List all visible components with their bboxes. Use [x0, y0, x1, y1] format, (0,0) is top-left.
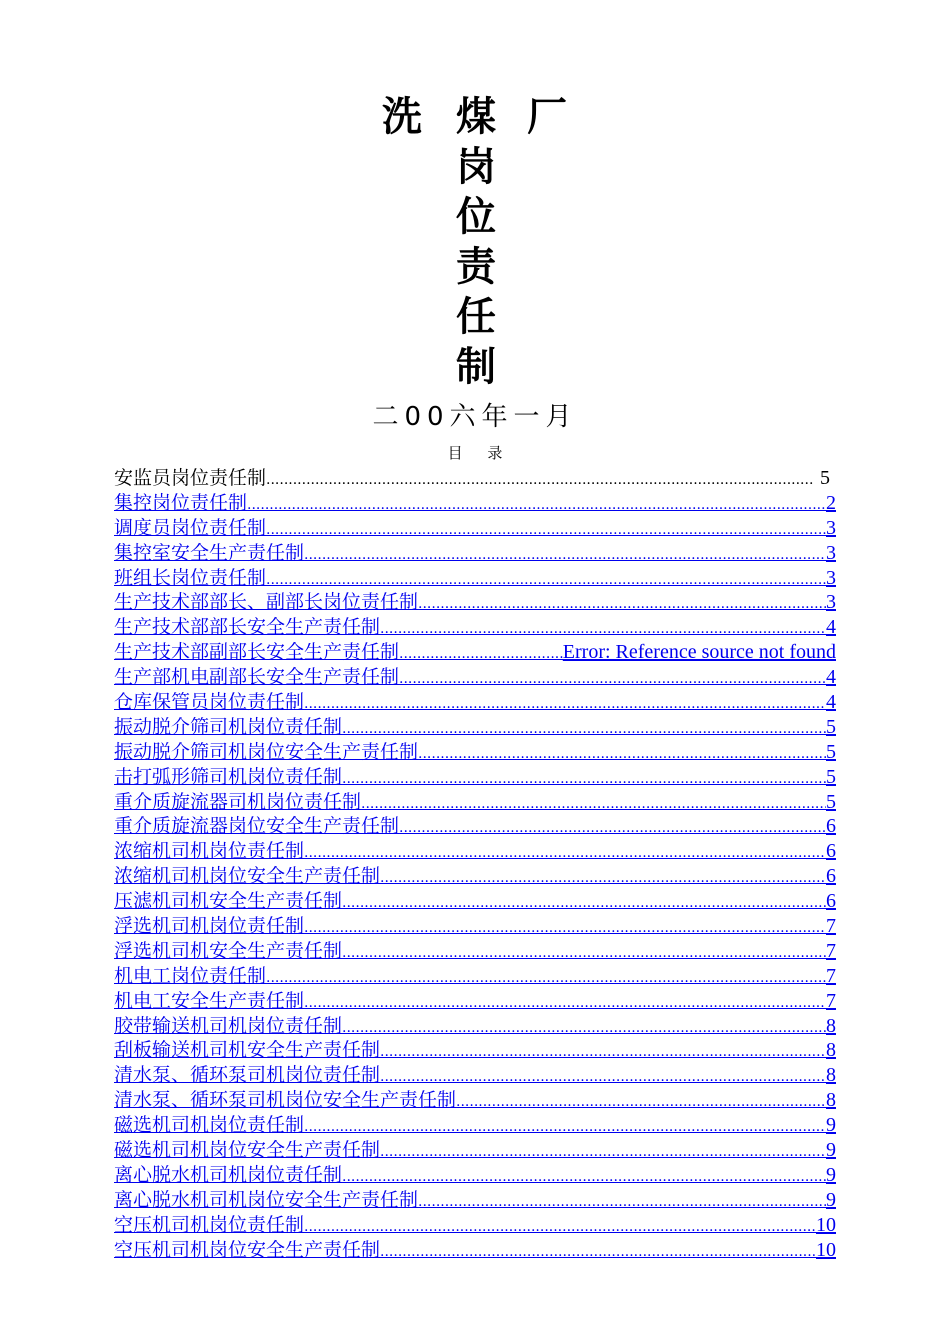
toc-entry[interactable]	[114, 615, 836, 640]
toc-entry-page: 10	[816, 1238, 836, 1261]
toc-entry-page: 8	[826, 1064, 836, 1087]
toc-entry-label: 生产技术部副部长安全生产责任制	[114, 641, 400, 664]
toc-leader-dots	[304, 1215, 816, 1238]
toc-entry[interactable]	[114, 765, 836, 790]
toc-entry[interactable]	[114, 1063, 836, 1088]
title-char: 岗	[456, 144, 496, 190]
toc-entry-label: 浓缩机司机岗位责任制	[114, 840, 305, 863]
toc-entry-label: 集控岗位责任制	[114, 491, 248, 514]
toc-entry[interactable]	[114, 790, 836, 815]
toc-entry-page: 5	[826, 715, 836, 738]
toc-entry-label: 离心脱水机司机岗位安全生产责任制	[114, 1188, 419, 1211]
toc-leader-dots	[399, 642, 563, 665]
toc-leader-dots	[266, 568, 826, 591]
toc-leader-dots	[418, 592, 826, 615]
toc-leader-dots	[247, 493, 826, 516]
toc-entry-label: 班组长岗位责任制	[114, 566, 267, 589]
toc-entry-page: 7	[826, 989, 836, 1012]
toc-leader-dots	[342, 1016, 826, 1039]
toc-entry-page: 7	[826, 939, 836, 962]
toc-entry	[114, 466, 836, 491]
toc-leader-dots	[342, 1165, 826, 1188]
toc-entry-page: 6	[826, 865, 836, 888]
toc-leader-dots	[304, 916, 826, 939]
toc-leader-dots	[456, 1090, 826, 1113]
toc-leader-dots	[418, 742, 826, 765]
toc-entry-page: 4	[826, 666, 836, 689]
toc-entry-label: 调度员岗位责任制	[114, 516, 267, 539]
toc-leader-dots	[304, 1115, 826, 1138]
toc-entry-label: 浮选机司机岗位责任制	[114, 915, 305, 938]
title-char: 任	[456, 294, 496, 340]
toc-entry[interactable]	[114, 1014, 836, 1039]
toc-entry[interactable]	[114, 1163, 836, 1188]
toc-leader-dots	[380, 866, 826, 889]
toc-entry-page: 6	[826, 840, 836, 863]
toc-entry-label: 磁选机司机岗位安全生产责任制	[114, 1139, 381, 1162]
toc-leader-dots	[266, 518, 826, 541]
toc-leader-dots	[266, 468, 814, 491]
toc-entry-label: 仓库保管员岗位责任制	[114, 691, 305, 714]
toc-entry-page: 9	[826, 1139, 836, 1162]
toc-entry-label: 机电工岗位责任制	[114, 964, 267, 987]
toc-entry-label: 集控室安全生产责任制	[114, 541, 305, 564]
toc-leader-dots	[380, 1140, 826, 1163]
toc-entry-label: 离心脱水机司机岗位责任制	[114, 1163, 343, 1186]
toc-entry-label: 振动脱介筛司机岗位责任制	[114, 715, 343, 738]
toc-entry[interactable]	[114, 889, 836, 914]
toc-entry-page: 4	[826, 616, 836, 639]
toc-entry[interactable]	[114, 989, 836, 1014]
toc-entry-page: 3	[826, 591, 836, 614]
title-char: 厂	[527, 94, 567, 140]
toc-entry-page: 8	[826, 1014, 836, 1037]
toc-leader-dots	[380, 617, 826, 640]
toc-entry-label: 安监员岗位责任制	[114, 467, 267, 489]
toc-entry[interactable]	[114, 1038, 836, 1063]
toc-entry-label: 清水泵、循环泵司机岗位责任制	[114, 1064, 381, 1087]
toc-entry[interactable]	[114, 914, 836, 939]
toc-entry[interactable]	[114, 1213, 836, 1238]
toc-entry-label: 重介质旋流器岗位安全生产责任制	[114, 815, 400, 838]
toc-entry[interactable]	[114, 690, 836, 715]
toc-entry-page: 3	[826, 566, 836, 589]
toc-leader-dots	[342, 767, 826, 790]
toc-entry-label: 胶带输送机司机岗位责任制	[114, 1014, 343, 1037]
toc-entry[interactable]	[114, 665, 836, 690]
toc-entry[interactable]	[114, 1088, 836, 1113]
document-date: 二00六年一月	[372, 402, 578, 432]
toc-entry-label: 磁选机司机岗位责任制	[114, 1114, 305, 1137]
toc-leader-dots	[399, 667, 826, 690]
toc-entry-page: 5	[826, 765, 836, 788]
title-char: 责	[456, 244, 496, 290]
table-of-contents	[114, 466, 836, 1263]
toc-entry[interactable]	[114, 566, 836, 591]
toc-entry-label: 生产技术部部长安全生产责任制	[114, 616, 381, 639]
toc-entry-label: 空压机司机岗位安全生产责任制	[114, 1238, 381, 1261]
toc-entry-page: 7	[826, 915, 836, 938]
toc-entry[interactable]	[114, 1188, 836, 1213]
title-char: 洗	[382, 94, 422, 140]
toc-entry-label: 浮选机司机安全生产责任制	[114, 939, 343, 962]
toc-leader-dots	[342, 717, 826, 740]
toc-entry[interactable]	[114, 964, 836, 989]
toc-heading: 目 录	[447, 444, 503, 462]
toc-leader-dots	[304, 692, 826, 715]
toc-entry-page: 9	[826, 1188, 836, 1211]
toc-leader-dots	[304, 991, 826, 1014]
toc-entry[interactable]	[114, 1138, 836, 1163]
toc-entry[interactable]	[114, 715, 836, 740]
toc-entry-page: 3	[826, 541, 836, 564]
toc-entry-page: 8	[826, 1089, 836, 1112]
toc-entry[interactable]	[114, 864, 836, 889]
toc-entry[interactable]	[114, 1238, 836, 1263]
toc-entry-page: 5	[826, 740, 836, 763]
toc-entry-label: 重介质旋流器司机岗位责任制	[114, 790, 362, 813]
toc-leader-dots	[361, 792, 826, 815]
toc-entry-page: Error: Reference source not found	[562, 641, 836, 664]
toc-leader-dots	[304, 543, 826, 566]
title-char: 煤	[456, 94, 496, 140]
toc-entry-page: 2	[826, 491, 836, 514]
toc-entry-page: 8	[826, 1039, 836, 1062]
toc-leader-dots	[399, 816, 826, 839]
toc-entry-page: 5	[820, 467, 830, 489]
toc-leader-dots	[342, 941, 826, 964]
toc-leader-dots	[418, 1190, 826, 1213]
toc-leader-dots	[342, 891, 826, 914]
toc-entry-page: 6	[826, 815, 836, 838]
toc-entry[interactable]	[114, 640, 836, 665]
toc-entry-label: 击打弧形筛司机岗位责任制	[114, 765, 343, 788]
toc-entry-page: 3	[826, 516, 836, 539]
toc-entry-page: 9	[826, 1163, 836, 1186]
toc-entry-label: 振动脱介筛司机岗位安全生产责任制	[114, 740, 419, 763]
toc-entry[interactable]	[114, 1113, 836, 1138]
toc-entry-label: 生产部机电副部长安全生产责任制	[114, 666, 400, 689]
toc-entry-label: 压滤机司机安全生产责任制	[114, 890, 343, 913]
toc-entry-label: 机电工安全生产责任制	[114, 989, 305, 1012]
toc-entry-label: 浓缩机司机岗位安全生产责任制	[114, 865, 381, 888]
toc-entry-label: 生产技术部部长、副部长岗位责任制	[114, 591, 419, 614]
toc-entry-label: 空压机司机岗位责任制	[114, 1213, 305, 1236]
toc-entry-label: 清水泵、循环泵司机岗位安全生产责任制	[114, 1089, 457, 1112]
title-char: 制	[456, 344, 496, 390]
toc-leader-dots	[304, 841, 826, 864]
toc-entry[interactable]	[114, 590, 836, 615]
toc-entry[interactable]	[114, 814, 836, 839]
toc-entry[interactable]	[114, 939, 836, 964]
toc-entry[interactable]	[114, 491, 836, 516]
toc-entry[interactable]	[114, 839, 836, 864]
toc-entry[interactable]	[114, 541, 836, 566]
toc-entry-page: 10	[816, 1213, 836, 1236]
toc-entry[interactable]	[114, 516, 836, 541]
toc-leader-dots	[380, 1065, 826, 1088]
toc-leader-dots	[380, 1040, 826, 1063]
toc-entry-page: 5	[826, 790, 836, 813]
toc-leader-dots	[380, 1240, 816, 1263]
toc-entry-page: 6	[826, 890, 836, 913]
toc-leader-dots	[266, 966, 826, 989]
toc-entry-page: 9	[826, 1114, 836, 1137]
toc-entry-page: 4	[826, 691, 836, 714]
toc-entry-label: 刮板输送机司机安全生产责任制	[114, 1039, 381, 1062]
title-char: 位	[456, 194, 496, 240]
toc-entry[interactable]	[114, 740, 836, 765]
toc-entry-page: 7	[826, 964, 836, 987]
